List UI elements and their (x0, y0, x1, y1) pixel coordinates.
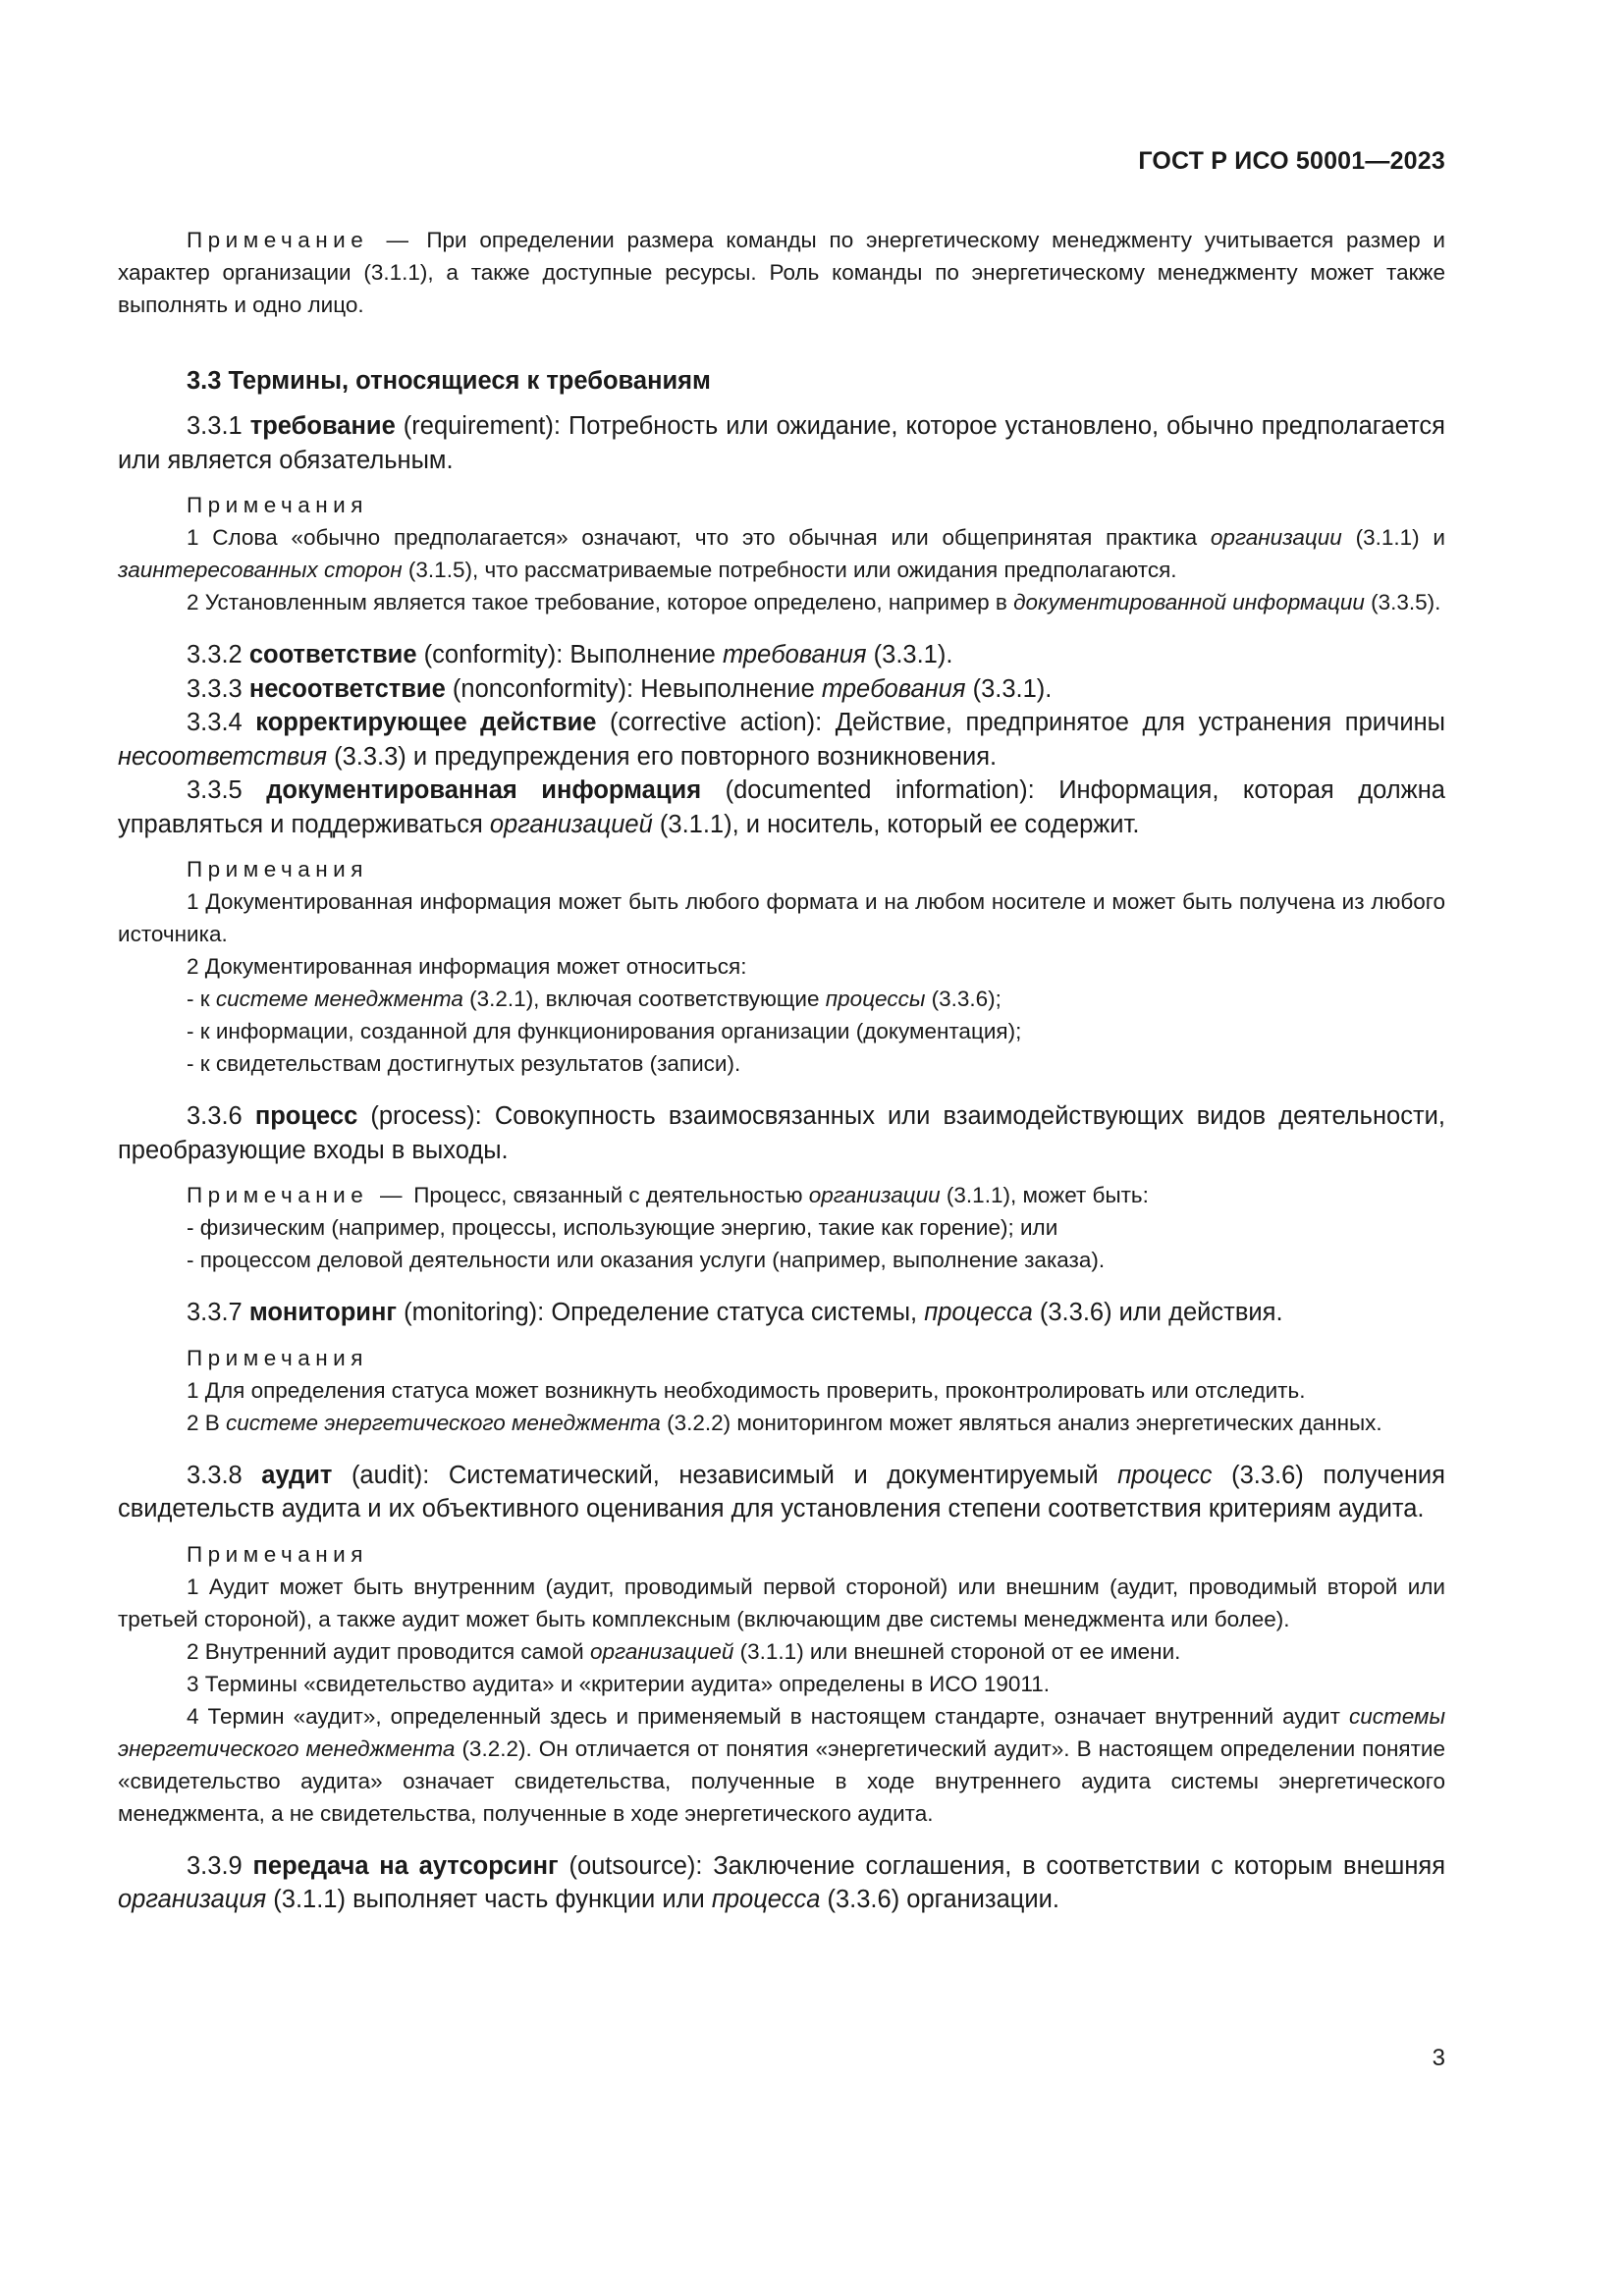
note-item: 3 Термины «свидетельство аудита» и «критерии аудита» определены в ИСО 19011. (187, 1671, 1050, 1696)
document-code: ГОСТ Р ИСО 50001—2023 (1138, 147, 1445, 175)
note-text: При определении размера команды по энергетическому менеджменту учитывается размер и характер организации (3.1.1), а также доступные ресурсы. Роль команды по энергетическому менеджменту может также выполнять и одно лицо. (118, 228, 1445, 317)
note-item: 1 Документированная информация может быть любого формата и на любом носителе и может быть получена из любого источника. (118, 889, 1445, 946)
term-3-3-1 (118, 409, 1445, 477)
page-number: 3 (1432, 2045, 1445, 2071)
term-3-3-7: 3.3.7 мониторинг (monitoring): Определение статуса системы, процесса (3.3.6) или действия. (187, 1299, 1283, 1326)
term-3-3-6: 3.3.6 процесс (process): Совокупность взаимосвязанных или взаимодействующих видов деятельности, преобразующие входы в выходы. (118, 1102, 1445, 1164)
note-item: 2 Внутренний аудит проводится самой организацией (3.1.1) или внешней стороной от ее имени. (187, 1638, 1181, 1664)
notes-label: Примечания (187, 1541, 368, 1567)
notes-label: Примечания (187, 857, 368, 881)
notes-label: Примечания (187, 1345, 368, 1370)
list-item: - физическим (например, процессы, использующие энергию, такие как горение); или (187, 1215, 1058, 1240)
term-definition: Потребность или ожидание, которое установлено, обычно предполагается или является обязательным. (118, 412, 1445, 474)
note-item: 4 Термин «аудит», определенный здесь и применяемый в настоящем стандарте, означает внутренний аудит системы энергетического менеджмента (3.2.2). Он отличается от понятия «энергетический аудит». В настоящем определении понятие «свидетельство аудита» означает свидетельства, полученные в ходе внутреннего аудита системы энергетического менеджмента, а не свидетельства, полученные в ходе энергетического аудита. (118, 1703, 1445, 1826)
note-item: 2 Установленным является такое требование, которое определено, например в документированной информации (3.3.5). (187, 590, 1441, 614)
note-item: 1 Слова «обычно предполагается» означают, что это обычная или общепринятая практика организации (3.1.1) и заинтересованных сторон (3.1.5), что рассматриваемые потребности или ожидания предполагаются. (118, 525, 1445, 582)
term-3-3-5: 3.3.5 документированная информация (documented information): Информация, которая должна управляться и поддерживаться организацией (3.1.1), и носитель, который ее содержит. (118, 776, 1445, 838)
page-content (118, 224, 1445, 1917)
note-item: 1 Аудит может быть внутренним (аудит, проводимый первой стороной) или внешним (аудит, проводимый второй или третьей стороной), а также аудит может быть комплексным (включающим две системы менеджмента или более). (118, 1574, 1445, 1631)
term-3-3-8: 3.3.8 аудит (audit): Систематический, независимый и документируемый процесс (3.3.6) получения свидетельств аудита и их объективного оценивания для установления степени соответствия критериям аудита. (118, 1461, 1445, 1522)
list-item: - к системе менеджмента (3.2.1), включая соответствующие процессы (3.3.6); (187, 987, 1001, 1011)
intro-note (118, 224, 1445, 321)
note-item: 2 В системе энергетического менеджмента (3.2.2) мониторингом может являться анализ энергетических данных. (187, 1410, 1382, 1435)
list-item: - процессом деловой деятельности или оказания услуги (например, выполнение заказа). (187, 1248, 1106, 1272)
term-3-3-3: 3.3.3 несоответствие (nonconformity): Невыполнение требования (3.3.1). (187, 674, 1053, 703)
term-name: требование (249, 412, 396, 440)
section-title: 3.3 Термины, относящиеся к требованиям (187, 367, 711, 395)
term-number: 3.3.1 (187, 412, 243, 440)
term-3-3-2: 3.3.2 соответствие (conformity): Выполнение требования (3.3.1). (187, 641, 953, 668)
note-item: Примечание — Процесс, связанный с деятельностью организации (3.1.1), может быть: (187, 1183, 1149, 1207)
term-english: (requirement): (403, 412, 561, 440)
term-3-3-9: 3.3.9 передача на аутсорсинг (outsource): Заключение соглашения, в соответствии с которым внешняя организация (3.1.1) выполняет часть функции или процесса (3.3.6) организации. (118, 1851, 1446, 1913)
note-item: 1 Для определения статуса может возникнуть необходимость проверить, проконтролировать или отследить. (187, 1377, 1306, 1403)
note-label: Примечание — (187, 228, 414, 252)
note-item: 2 Документированная информация может относиться: (187, 954, 747, 979)
list-item: - к информации, созданной для функционирования организации (документация); (187, 1019, 1022, 1043)
term-3-3-4: 3.3.4 корректирующее действие (corrective action): Действие, предпринятое для устранения причины несоответствия (3.3.3) и предупреждения его повторного возникновения. (118, 709, 1445, 771)
notes-label: Примечания (187, 493, 368, 517)
list-item: - к свидетельствам достигнутых результатов (записи). (187, 1051, 741, 1076)
